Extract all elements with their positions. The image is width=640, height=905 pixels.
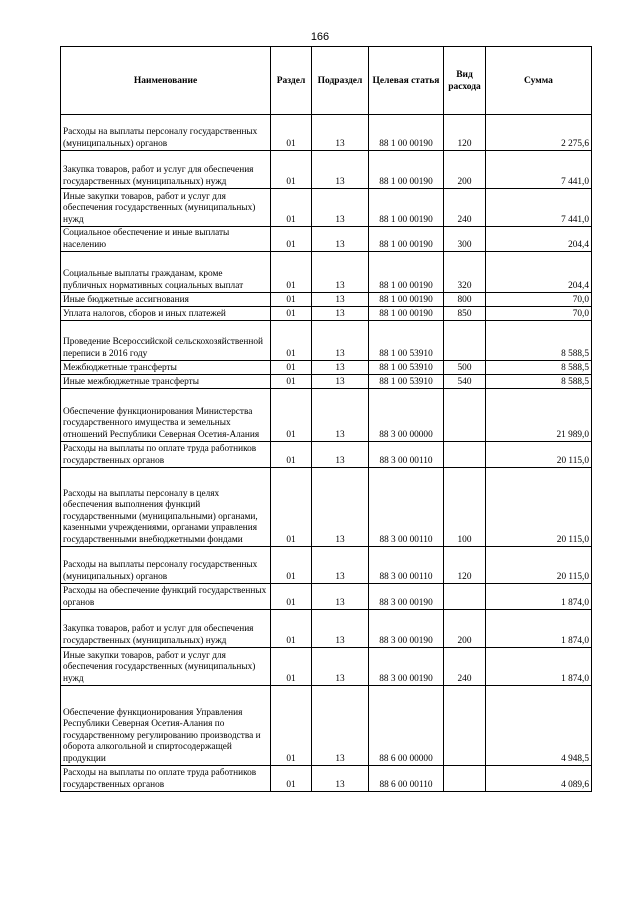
row-name [61,389,271,442]
row-name [61,321,271,361]
row-subsection-text: 13 [335,176,345,187]
row-name-text: Расходы на выплаты по оплате труда работников государственных органов [63,768,257,790]
table-row [61,547,592,584]
row-section [271,293,312,307]
row-type [444,375,486,389]
row-section-text: 01 [286,597,296,608]
row-section [271,227,312,252]
row-subsection [312,189,369,227]
row-target [369,293,444,307]
row-target [369,227,444,252]
header-subsection: Подраздел [312,47,369,115]
row-target-text: 88 1 00 00190 [379,280,433,291]
row-target-text: 88 3 00 00110 [379,534,433,545]
row-name [61,151,271,189]
row-sum-text: 1 874,0 [561,635,589,646]
row-name [61,375,271,389]
row-section [271,686,312,766]
row-sum [486,361,592,375]
row-section-text: 01 [286,176,296,187]
row-section [271,151,312,189]
row-subsection [312,468,369,547]
row-name [61,361,271,375]
header-sum: Сумма [486,47,592,115]
row-target-text: 88 1 00 00190 [379,239,433,250]
header-name: Наименование [61,47,271,115]
row-subsection [312,227,369,252]
row-name [61,610,271,648]
row-target-text: 88 1 00 53910 [379,376,433,387]
row-subsection [312,321,369,361]
row-target [369,307,444,321]
row-section-text: 01 [286,308,296,319]
row-subsection-text: 13 [335,753,345,764]
row-sum-text: 204,4 [568,239,589,250]
row-type [444,766,486,792]
row-target-text: 88 3 00 00190 [379,635,433,646]
row-type [444,610,486,648]
row-section [271,361,312,375]
row-name-text: Межбюджетные трансферты [63,362,177,373]
row-subsection [312,584,369,610]
row-name-text: Расходы на обеспечение функций государственных органов [63,586,267,608]
row-target [369,584,444,610]
row-target [369,547,444,584]
row-section [271,610,312,648]
row-sum [486,547,592,584]
row-subsection-text: 13 [335,214,345,225]
table-row [61,321,592,361]
row-sum-text: 7 441,0 [561,214,589,225]
row-type [444,115,486,151]
row-sum [486,151,592,189]
row-target-text: 88 6 00 00110 [379,779,433,790]
row-subsection [312,442,369,468]
row-sum [486,648,592,686]
row-type [444,442,486,468]
row-name-text: Расходы на выплаты персоналу государственных (муниципальных) органов [63,127,258,149]
table-row [61,307,592,321]
row-target [369,686,444,766]
row-sum-text: 8 588,5 [561,362,589,373]
row-target-text: 88 3 00 00110 [379,571,433,582]
row-type-text: 100 [457,534,472,545]
row-section [271,648,312,686]
row-type-text: 500 [457,362,472,373]
row-sum-text: 20 115,0 [556,455,589,466]
row-sum [486,375,592,389]
row-target-text: 88 1 00 00190 [379,176,433,187]
row-subsection [312,307,369,321]
row-name [61,252,271,293]
row-section-text: 01 [286,753,296,764]
row-name [61,189,271,227]
row-subsection [312,610,369,648]
row-target [369,648,444,686]
row-sum-text: 20 115,0 [556,571,589,582]
row-section-text: 01 [286,280,296,291]
table-row [61,151,592,189]
row-target [369,361,444,375]
table-row [61,610,592,648]
row-sum-text: 7 441,0 [561,176,589,187]
table-row [61,189,592,227]
row-sum-text: 4 948,5 [561,753,589,764]
row-section-text: 01 [286,673,296,684]
row-subsection-text: 13 [335,779,345,790]
row-subsection-text: 13 [335,294,345,305]
row-type [444,686,486,766]
table-row [61,293,592,307]
row-sum-text: 4 089,6 [561,779,589,790]
row-type-text: 240 [457,214,472,225]
table-row [61,115,592,151]
table-header-row [61,47,592,115]
row-subsection-text: 13 [335,376,345,387]
row-sum-text: 20 115,0 [556,534,589,545]
row-target [369,252,444,293]
row-sum [486,442,592,468]
row-subsection [312,151,369,189]
row-type-text: 850 [457,308,472,319]
row-name-text: Проведение Всероссийской сельскохозяйственной переписи в 2016 году [63,337,263,359]
row-name [61,307,271,321]
row-subsection [312,115,369,151]
row-sum-text: 8 588,5 [561,376,589,387]
row-name [61,584,271,610]
row-type-text: 240 [457,673,472,684]
row-sum-text: 1 874,0 [561,673,589,684]
row-name-text: Закупка товаров, работ и услуг для обеспечения государственных (муниципальных) нужд [63,165,254,187]
row-type [444,361,486,375]
row-target-text: 88 3 00 00190 [379,597,433,608]
header-section: Раздел [271,47,312,115]
row-target-text: 88 1 00 00190 [379,138,433,149]
row-name-text: Расходы на выплаты персоналу государственных (муниципальных) органов [63,560,258,582]
row-sum [486,389,592,442]
row-sum [486,293,592,307]
row-target-text: 88 1 00 53910 [379,348,433,359]
row-target-text: 88 1 00 00190 [379,214,433,225]
row-subsection-text: 13 [335,280,345,291]
row-subsection-text: 13 [335,308,345,319]
row-subsection-text: 13 [335,635,345,646]
row-sum-text: 70,0 [572,294,589,305]
row-section [271,375,312,389]
row-name [61,648,271,686]
row-subsection-text: 13 [335,597,345,608]
header-target: Целевая статья [369,47,444,115]
row-section [271,252,312,293]
row-section-text: 01 [286,455,296,466]
row-target-text: 88 1 00 00190 [379,294,433,305]
row-name [61,293,271,307]
row-section-text: 01 [286,534,296,545]
row-type-text: 200 [457,635,472,646]
row-sum-text: 21 989,0 [556,429,589,440]
table-row [61,375,592,389]
row-type [444,307,486,321]
row-subsection-text: 13 [335,571,345,582]
row-section-text: 01 [286,429,296,440]
row-section-text: 01 [286,138,296,149]
row-type [444,547,486,584]
row-sum [486,610,592,648]
row-sum [486,468,592,547]
row-subsection-text: 13 [335,239,345,250]
row-type-text: 200 [457,176,472,187]
table-row [61,766,592,792]
row-sum [486,321,592,361]
row-section-text: 01 [286,376,296,387]
row-subsection [312,361,369,375]
row-subsection [312,293,369,307]
row-target-text: 88 1 00 00190 [379,308,433,319]
table-row [61,389,592,442]
table-row [61,361,592,375]
row-target [369,375,444,389]
row-subsection [312,766,369,792]
row-type-text: 300 [457,239,472,250]
header-type: Вид расхода [444,47,486,115]
row-name-text: Социальные выплаты гражданам, кроме публичных нормативных социальных выплат [63,269,244,291]
page-number: 166 [310,31,330,43]
row-subsection-text: 13 [335,429,345,440]
row-type-text: 320 [457,280,472,291]
row-sum-text: 1 874,0 [561,597,589,608]
row-subsection [312,252,369,293]
row-section [271,547,312,584]
row-name-text: Иные закупки товаров, работ и услуг для обеспечения государственных (муниципальных) нужд [63,650,256,684]
row-name-text: Обеспечение функционирования Управления Республики Северная Осетия-Алания по государственному регулированию производства и оборота алкогольной и спиртосодержащей продукции [63,707,261,764]
row-name [61,115,271,151]
row-name [61,468,271,547]
row-section-text: 01 [286,294,296,305]
row-subsection [312,686,369,766]
row-type-text: 120 [457,571,472,582]
row-sum [486,227,592,252]
row-name [61,227,271,252]
row-target [369,766,444,792]
row-type [444,189,486,227]
table-row [61,686,592,766]
row-target [369,189,444,227]
row-target-text: 88 3 00 00000 [379,429,433,440]
row-name [61,766,271,792]
row-name-text: Расходы на выплаты по оплате труда работников государственных органов [63,444,257,466]
row-type [444,389,486,442]
row-name-text: Иные межбюджетные трансферты [63,376,199,387]
row-name-text: Закупка товаров, работ и услуг для обеспечения государственных (муниципальных) нужд [63,624,254,646]
row-type-text: 120 [457,138,472,149]
row-target [369,115,444,151]
row-type [444,648,486,686]
row-name-text: Обеспечение функционирования Министерства государственного имущества и земельных отношений Республики Северная Осетия-Алания [63,406,260,440]
row-type-text: 540 [457,376,472,387]
row-type [444,252,486,293]
row-section [271,321,312,361]
row-subsection [312,648,369,686]
row-type [444,321,486,361]
row-target-text: 88 3 00 00190 [379,673,433,684]
row-target [369,389,444,442]
row-target [369,610,444,648]
row-section [271,115,312,151]
row-subsection-text: 13 [335,138,345,149]
row-section [271,468,312,547]
row-name-text: Иные бюджетные ассигнования [63,294,189,305]
row-target-text: 88 1 00 53910 [379,362,433,373]
table-row [61,468,592,547]
row-sum [486,307,592,321]
row-target [369,468,444,547]
row-section-text: 01 [286,635,296,646]
table-row [61,227,592,252]
row-sum [486,686,592,766]
row-type-text: 800 [457,294,472,305]
row-target [369,442,444,468]
row-sum [486,115,592,151]
row-section-text: 01 [286,239,296,250]
row-subsection [312,389,369,442]
row-name [61,547,271,584]
row-name [61,442,271,468]
row-sum [486,252,592,293]
table-row [61,252,592,293]
row-type [444,584,486,610]
row-name-text: Уплата налогов, сборов и иных платежей [63,308,226,319]
row-section [271,389,312,442]
row-sum-text: 2 275,6 [561,138,589,149]
row-subsection-text: 13 [335,348,345,359]
row-type [444,227,486,252]
row-section [271,189,312,227]
row-name-text: Социальное обеспечение и иные выплаты населению [63,228,230,250]
row-section [271,442,312,468]
row-section [271,766,312,792]
row-subsection-text: 13 [335,673,345,684]
row-target-text: 88 3 00 00110 [379,455,433,466]
row-section-text: 01 [286,779,296,790]
row-sum [486,189,592,227]
row-type [444,468,486,547]
row-section-text: 01 [286,214,296,225]
table-row [61,584,592,610]
row-section [271,307,312,321]
row-subsection [312,375,369,389]
row-sum-text: 8 588,5 [561,348,589,359]
row-subsection-text: 13 [335,362,345,373]
row-type [444,293,486,307]
row-type [444,151,486,189]
row-section-text: 01 [286,362,296,373]
row-subsection [312,547,369,584]
row-name-text: Расходы на выплаты персоналу в целях обеспечения выполнения функций государственными (муниципальными) органами, казенными учреждениями, органами управления государственными внебюджетными фондами [63,488,258,545]
row-sum-text: 204,4 [568,280,589,291]
row-target [369,321,444,361]
row-section [271,584,312,610]
table-row [61,648,592,686]
row-target [369,151,444,189]
row-name-text: Иные закупки товаров, работ и услуг для обеспечения государственных (муниципальных) нужд [63,191,256,225]
row-sum [486,584,592,610]
row-section-text: 01 [286,571,296,582]
row-target-text: 88 6 00 00000 [379,753,433,764]
row-subsection-text: 13 [335,534,345,545]
table-row [61,442,592,468]
row-sum [486,766,592,792]
row-section-text: 01 [286,348,296,359]
table-body [61,115,592,792]
row-name [61,686,271,766]
row-subsection-text: 13 [335,455,345,466]
row-sum-text: 70,0 [572,308,589,319]
budget-table [60,46,592,792]
